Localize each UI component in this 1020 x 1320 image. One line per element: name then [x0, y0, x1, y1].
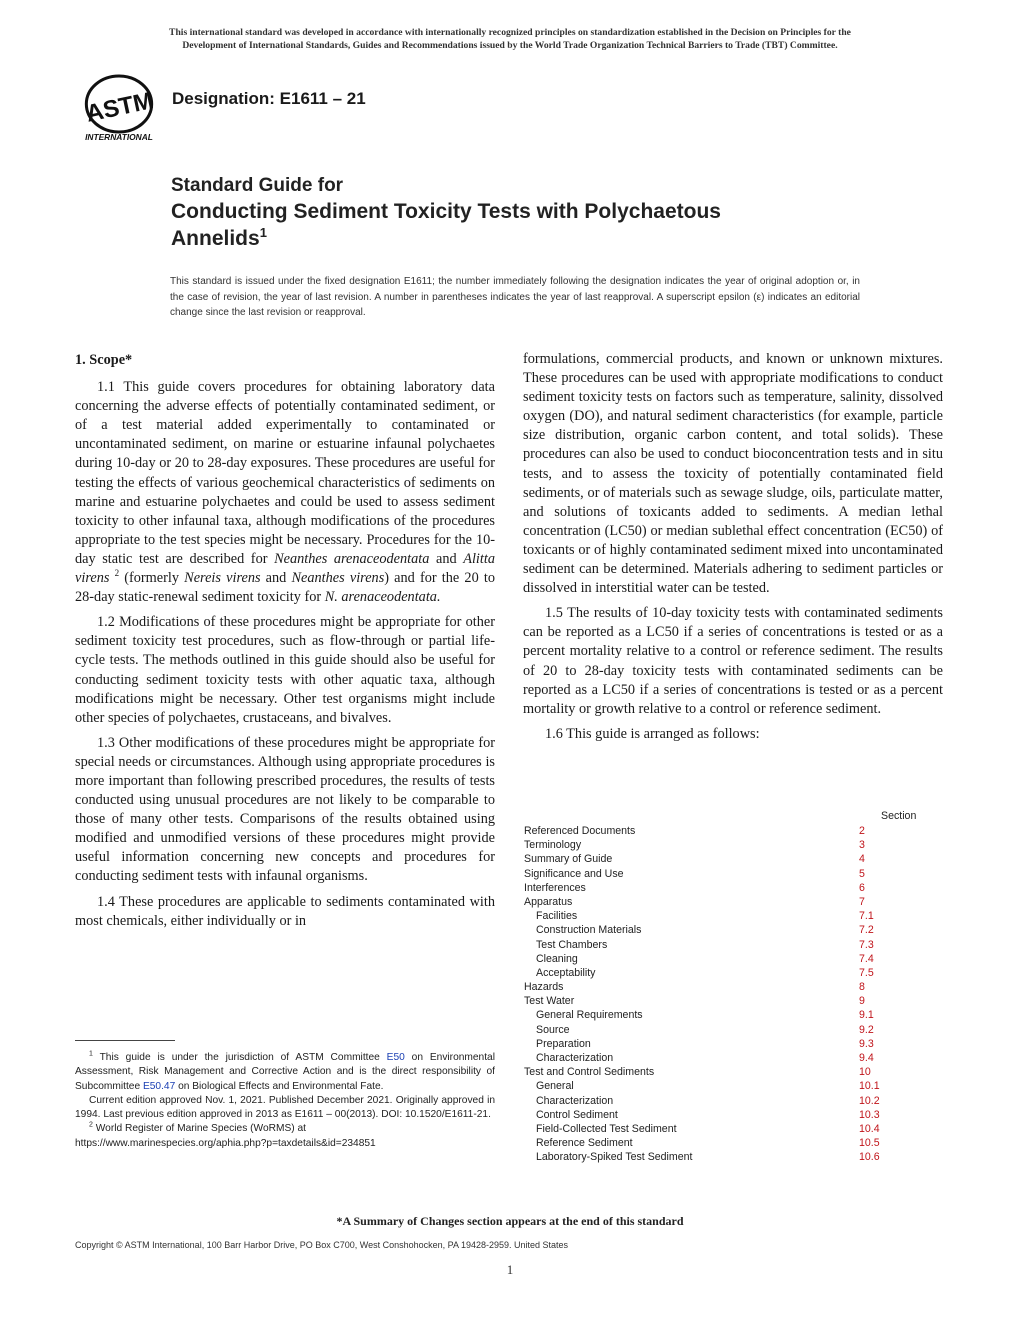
toc-label: Cleaning	[536, 952, 578, 965]
toc-label: Interferences	[524, 881, 586, 894]
toc-label: Reference Sediment	[536, 1137, 633, 1150]
footnote-edition: Current edition approved Nov. 1, 2021. Published December 2021. Originally approved in 1994. Last previous edition approved in 2013 as E1611 – 00(2013). DOI: 10.1520/E1611-21.	[75, 1094, 495, 1121]
summary-of-changes-note: *A Summary of Changes section appears at the end of this standard	[336, 1214, 684, 1228]
title-footnote-mark: 1	[259, 225, 267, 240]
toc-section-link[interactable]: 5	[859, 867, 865, 880]
toc-row	[524, 1023, 944, 1037]
toc-row	[524, 909, 944, 923]
toc-row	[524, 938, 944, 952]
toc-label: Apparatus	[524, 895, 573, 908]
standards-notice-line2: Development of International Standards, Guides and Recommendations issued by the World Trade Organization Technical Barriers to Trade (TBT) Committee.	[182, 40, 838, 51]
toc-section-link[interactable]: 10.1	[859, 1080, 880, 1093]
toc-row	[524, 1051, 944, 1065]
toc-label: Laboratory-Spiked Test Sediment	[536, 1151, 693, 1164]
footnote-1: $^1$ This guide is under the jurisdiction of ASTM Committee E50 on Environmental Assessment, Risk Management and Corrective Action and is the direct responsibility of Subcommittee E50.47 on Biological Effects and Environmental Fate.	[75, 1050, 495, 1092]
toc-label: Referenced Documents	[524, 825, 636, 837]
logo-letters: ASTM	[83, 87, 156, 128]
toc-row	[524, 852, 944, 866]
scope-heading: 1. Scope*	[75, 352, 133, 368]
toc-section-link[interactable]: 7.2	[859, 924, 874, 937]
standards-notice-line1: This international standard was developed in accordance with internationally recognized principles on standardization established in the Decision on Principles for the	[169, 27, 851, 38]
toc-row	[524, 895, 944, 909]
subcommittee-e50-47-link[interactable]: E50.47	[142, 1080, 176, 1092]
toc-section-link[interactable]: 9.4	[859, 1052, 874, 1064]
toc-label: Preparation	[536, 1037, 591, 1050]
title-line3: Annelids	[171, 227, 260, 250]
paragraph-1-2: 1.2 Modifications of these procedures might be appropriate for other sediment toxicity test procedures, such as flow-through or partial life-cycle tests. The methods outlined in this guide should also be useful for conducting sediment toxicity tests with other aquatic taxa, although modifications might be necessary. Other test organisms might include other species of polychaetes, crustaceans, and bivalves.	[75, 614, 495, 726]
toc-row	[524, 867, 944, 881]
toc-row	[524, 1037, 944, 1051]
toc-row	[524, 1094, 944, 1108]
toc-section-link[interactable]: 10	[859, 1066, 871, 1079]
toc-section-link[interactable]: 9.3	[859, 1037, 874, 1050]
logo-caption: INTERNATIONAL	[85, 132, 153, 142]
paragraph-1-4-cont: formulations, commercial products, and known or unknown mixtures. These procedures can be used with appropriate modifications to conduct sediment toxicity tests on factors such as temperature, salinity, dissolved oxygen (DO), and natural sediment characteristics (for example, particle size distribution, organic carbon content, and total solids). These procedures can also be used to conduct bioconcentration tests and in situ tests, and to assess the toxicity of potentially contaminated field sediments, or of materials such as sewage sludge, oils, particulate matter, and solutions of toxicants added to sediments. A median lethal concentration (LC50) or median sublethal effect concentration (EC50) of toxicants or of highly contaminated sediment mixed into uncontaminated sediment can be determined. Materials adhering to sediment particles or dissolved in interstitial water can be tested.	[523, 351, 943, 597]
toc-label: Facilities	[536, 910, 578, 923]
toc-row	[524, 1008, 944, 1022]
toc-label: Significance and Use	[524, 867, 624, 880]
toc-row	[524, 1122, 944, 1136]
toc-row	[524, 838, 944, 852]
toc-row	[524, 881, 944, 895]
toc-label: Characterization	[536, 1052, 614, 1064]
copyright: Copyright © ASTM International, 100 Barr Harbor Drive, PO Box C700, West Conshohocken, PA 19428-2959. United States	[75, 1240, 569, 1250]
toc-section-header: Section	[881, 810, 917, 822]
toc-section-link[interactable]: 7.5	[859, 966, 874, 979]
toc-label: General Requirements	[536, 1009, 643, 1022]
paragraph-1-4-start: 1.4 These procedures are applicable to sediments contaminated with most chemicals, either individually or in	[75, 893, 495, 929]
paragraph-1-5: 1.5 The results of 10-day toxicity tests with contaminated sediments can be reported as a LC50 if a series of concentrations is tested or as a percent mortality relative to a control or reference sediment. The results of 20 to 28-day toxicity tests with contaminated sediments can be reported as a LC50 if a series of concentrations is tested or as a percent mortality or growth relative to a control or reference sediment.	[523, 605, 943, 717]
paragraph-1-3: 1.3 Other modifications of these procedures might be appropriate for special needs or circumstances. Although using appropriate procedures is more important than following prescribed procedures, the results of tests conducted using unusual procedures are not likely to be comparable to those of many other tests. Comparisons of the results obtained using modified and unmodified versions of these procedures might provide useful information concerning new concepts and procedures for conducting sediment tests with infaunal organisms.	[75, 734, 495, 885]
toc-label: Summary of Guide	[524, 853, 613, 866]
astm-logo	[76, 72, 162, 142]
toc-label: Control Sediment	[536, 1108, 618, 1121]
toc-label: Field-Collected Test Sediment	[536, 1122, 677, 1135]
toc-section-link[interactable]: 10.2	[859, 1094, 880, 1107]
document-title	[171, 174, 721, 252]
toc-section-link[interactable]: 9	[859, 995, 865, 1008]
toc-section-link[interactable]: 10.6	[859, 1151, 880, 1164]
left-column	[75, 350, 495, 937]
toc-label: Test and Control Sediments	[524, 1066, 655, 1079]
title-line2: Conducting Sediment Toxicity Tests with Polychaetous	[171, 200, 721, 223]
toc-row	[524, 966, 944, 980]
footnotes	[75, 1051, 495, 1151]
toc-row	[524, 824, 944, 838]
toc-section-link[interactable]: 7.1	[859, 910, 874, 923]
toc-section-link[interactable]: 3	[859, 839, 865, 852]
right-column	[523, 350, 943, 750]
toc-row	[524, 952, 944, 966]
toc-section-link[interactable]: 9.1	[859, 1009, 874, 1022]
footnote-ref-2: 2	[114, 568, 120, 579]
toc-section-link[interactable]: 7	[859, 895, 865, 908]
toc-section-link[interactable]: 10.3	[859, 1108, 880, 1121]
toc-section-link[interactable]: 6	[859, 881, 865, 894]
paragraph-1-1: 1.1 This guide covers procedures for obtaining laboratory data concerning the adverse effects of potentially contaminated sediment, or of a test material added experimentally to contaminated or uncontaminated sediment, on marine or estuarine infaunal polychaetes during 10-day or 20 to 28-day exposures. These procedures are useful for testing the effects of various geochemical characteristics of sediments on marine and estuarine polychaetes and could be used to assess sediment toxicity to other infaunal taxa, although modifications of the procedures appropriate to the test species might be necessary. Procedures for the 10-day static test are described for Neanthes arenaceodentata and Alitta virens $^2$ (formerly Nereis virens and Neanthes virens) and for the 20 to 28-day static-renewal sediment toxicity for N. arenaceodentata.	[75, 379, 495, 606]
committee-e50-link[interactable]: E50	[386, 1052, 405, 1063]
toc-label: Acceptability	[536, 966, 596, 979]
page-number: 1	[506, 1262, 514, 1277]
toc-label: Source	[536, 1023, 570, 1036]
footnote-2: $^2$ World Register of Marine Species (WoRMS) at	[89, 1122, 306, 1135]
toc-section-link[interactable]: 7.4	[859, 952, 874, 965]
toc-row	[524, 1150, 944, 1164]
standards-notice	[60, 26, 960, 52]
toc-section-link[interactable]: 10.4	[859, 1122, 880, 1135]
toc-label: Hazards	[524, 981, 564, 994]
footnote-rule	[75, 1040, 175, 1041]
toc-row	[524, 980, 944, 994]
toc-label: Test Water	[524, 995, 575, 1008]
toc-row	[524, 1065, 944, 1079]
title-line1: Standard Guide for	[171, 175, 344, 196]
toc-label: General	[536, 1080, 574, 1093]
designation: Designation: E1611 – 21	[172, 89, 366, 108]
toc-row	[524, 1108, 944, 1122]
toc-row	[524, 994, 944, 1008]
footnote-2-url[interactable]: https://www.marinespecies.org/aphia.php?p=taxdetails&id=234851	[75, 1137, 376, 1149]
toc-label: Test Chambers	[536, 938, 608, 951]
toc-section-link[interactable]: 10.5	[859, 1137, 880, 1150]
toc-section-link[interactable]: 7.3	[859, 938, 874, 951]
paragraph-1-6: 1.6 This guide is arranged as follows:	[545, 725, 760, 742]
toc-section-link[interactable]: 9.2	[859, 1023, 874, 1036]
issued-note: This standard is issued under the fixed designation E1611; the number immediately following the designation indicates the year of original adoption or, in the case of revision, the year of last revision. A number in parentheses indicates the year of last reapproval. A superscript epsilon (ε) indicates an editorial change since the last revision or reapproval.	[170, 276, 860, 318]
toc-section-link[interactable]: 8	[859, 981, 865, 994]
toc-row	[524, 1136, 944, 1150]
table-of-contents	[524, 810, 944, 1165]
toc-row	[524, 923, 944, 937]
toc-section-link[interactable]: 4	[859, 853, 865, 866]
toc-label: Terminology	[524, 839, 582, 852]
toc-label: Construction Materials	[536, 924, 642, 937]
toc-row	[524, 1079, 944, 1093]
toc-label: Characterization	[536, 1094, 614, 1107]
toc-section-link[interactable]: 2	[859, 825, 865, 837]
